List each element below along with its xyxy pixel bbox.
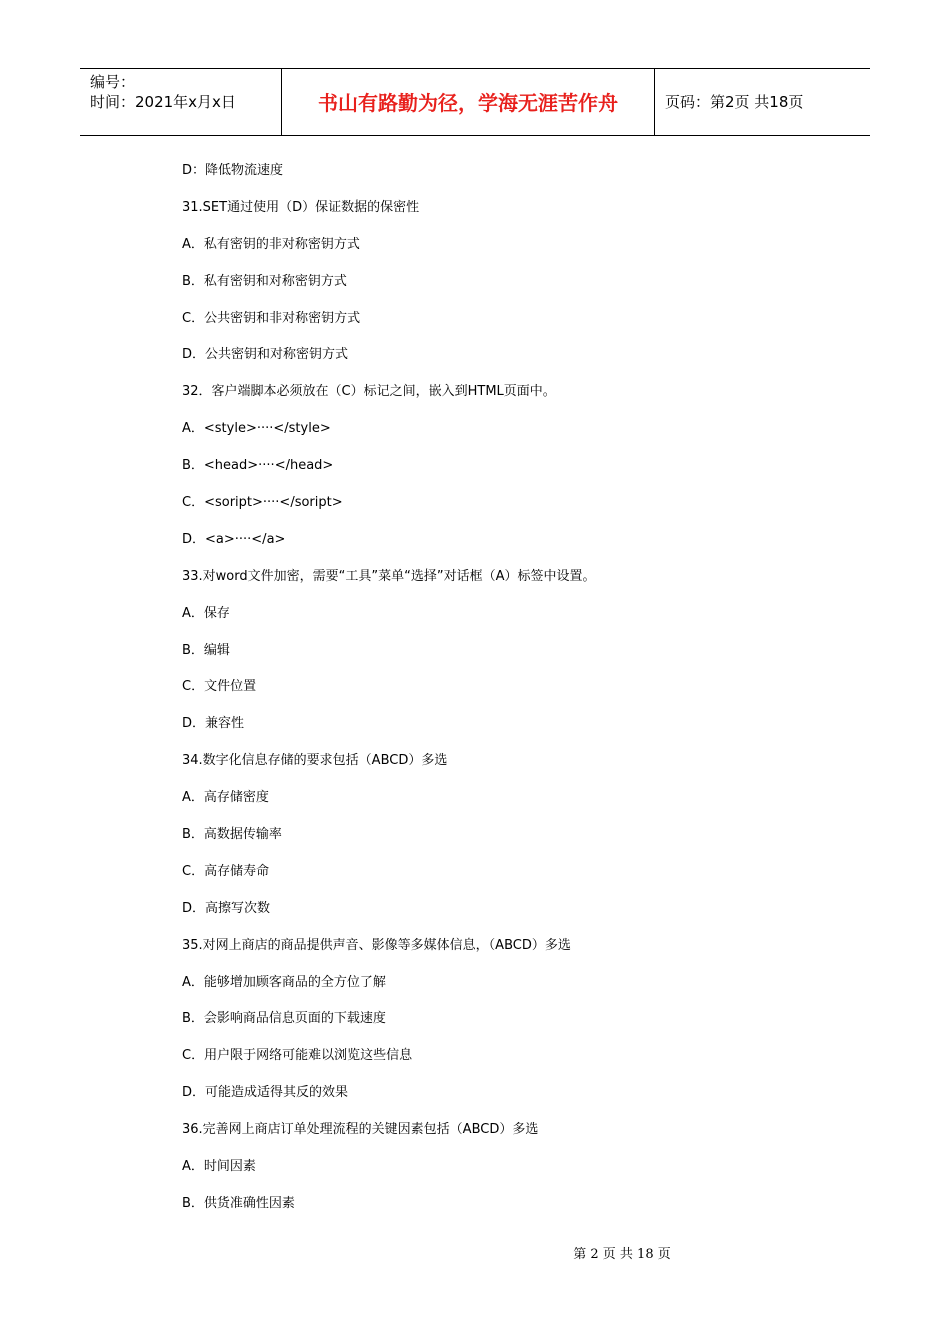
question-36: 36.完善网上商店订单处理流程的关键因素包括（ABCD）多选	[182, 1122, 539, 1138]
serial-label: 编号：	[90, 73, 136, 91]
option-line: A．保存	[182, 605, 230, 621]
option-line: D．可能造成适得其反的效果	[182, 1085, 349, 1101]
option-line: D．<a>····</a>	[182, 531, 286, 547]
option-line: B．私有密钥和对称密钥方式	[182, 273, 347, 289]
question-33: 33.对word文件加密，需要“工具”菜单“选择”对话框（A）标签中设置。	[182, 568, 596, 584]
option-line: A．高存储密度	[182, 790, 269, 806]
option-line: C．<soript>····</soript>	[182, 495, 343, 511]
question-32: 32．客户端脚本必须放在（C）标记之间，嵌入到HTML页面中。	[182, 384, 556, 400]
text-line: D：降低物流速度	[182, 163, 284, 178]
option-line: C．用户限于网络可能难以浏览这些信息	[182, 1048, 413, 1064]
page-header	[80, 68, 870, 136]
option-line: B．会影响商品信息页面的下载速度	[182, 1011, 386, 1027]
page-footer: 第 2 页 共 18 页	[573, 1247, 671, 1262]
option-line: C．高存储寿命	[182, 863, 270, 879]
option-line: C．公共密钥和非对称密钥方式	[182, 310, 361, 326]
document-body	[182, 157, 862, 1227]
header-meta	[90, 72, 236, 112]
option-line: B．<head>····</head>	[182, 458, 334, 474]
option-line: A．时间因素	[182, 1159, 256, 1175]
option-line: B．供货准确性因素	[182, 1195, 295, 1211]
option-line: D．高擦写次数	[182, 900, 271, 916]
header-page-info: 页码：第2页 共18页	[665, 93, 804, 111]
option-line: B．高数据传输率	[182, 827, 282, 843]
option-line: D．兼容性	[182, 716, 245, 732]
option-line: B．编辑	[182, 642, 230, 658]
time-label: 时间：2021年x月x日	[90, 93, 236, 111]
question-34: 34.数字化信息存储的要求包括（ABCD）多选	[182, 753, 448, 769]
option-line: D．公共密钥和对称密钥方式	[182, 347, 349, 363]
option-line: A．<style>····</style>	[182, 421, 331, 437]
question-31: 31.SET通过使用（D）保证数据的保密性	[182, 199, 420, 215]
option-line: C．文件位置	[182, 679, 257, 695]
option-line: A．能够增加顾客商品的全方位了解	[182, 974, 386, 990]
option-line: A．私有密钥的非对称密钥方式	[182, 236, 360, 252]
header-motto: 书山有路勤为径，学海无涯苦作舟	[318, 91, 618, 115]
question-35: 35.对网上商店的商品提供声音、影像等多媒体信息，（ABCD）多选	[182, 937, 571, 953]
header-divider-right	[654, 69, 655, 135]
